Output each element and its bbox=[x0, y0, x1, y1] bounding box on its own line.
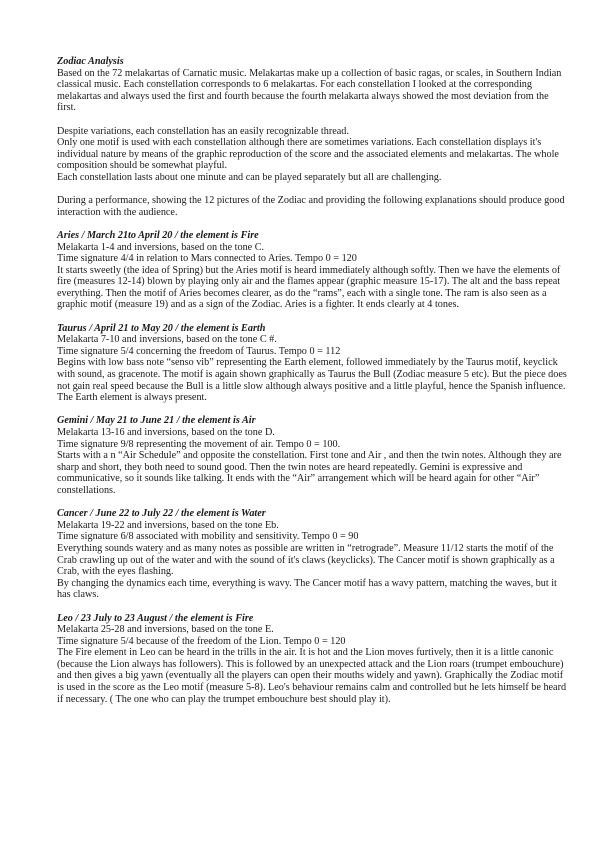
section-line: Time signature 5/4 because of the freedom of the Lion. Tempo 0 = 120 bbox=[57, 635, 346, 647]
section-line: Melakarta 7-10 and inversions, based on the tone C #. bbox=[57, 334, 277, 346]
section-gemini bbox=[57, 415, 567, 496]
section-taurus bbox=[57, 323, 567, 404]
section-heading: Taurus / April 21 to May 20 / the element is Earth bbox=[57, 322, 266, 334]
document-page bbox=[57, 56, 567, 717]
section-heading: Gemini / May 21 to June 21 / the element is Air bbox=[57, 415, 256, 427]
section-line: The Fire element in Leo can be heard in the trills in the air. It is hot and the Lion moves furtively, then it is a little canonic (because the Lion always has followers). This is followed by an unexpected attack and the Lion roars (trumpet embouchure) and then gives a big yawn (eventually all the players can open their mouths widely and yawn). Graphically the Zodiac motif is used in the score as the Leo motif (measure 5-8). Leo's behaviour remains calm and controlled but he lets himself be heard if necessary. ( The one who can play the trumpet embouchure best should play it). bbox=[57, 647, 567, 705]
performance-paragraph: During a performance, showing the 12 pictures of the Zodiac and providing the following explanations should produce good interaction with the audience. bbox=[57, 195, 565, 218]
document-title: Zodiac Analysis bbox=[57, 56, 124, 67]
thread-line: Each constellation lasts about one minute and can be played separately but all are challenging. bbox=[57, 171, 442, 183]
section-heading: Leo / 23 July to 23 August / the element is Fire bbox=[57, 612, 254, 624]
section-leo bbox=[57, 613, 567, 706]
section-line: Time signature 9/8 representing the movement of air. Tempo 0 = 100. bbox=[57, 438, 341, 450]
section-line: Melakarta 13-16 and inversions, based on the tone D. bbox=[57, 427, 275, 438]
section-line: Melakarta 25-28 and inversions, based on the tone E. bbox=[57, 624, 274, 636]
section-line: Melakarta 1-4 and inversions, based on the tone C. bbox=[57, 241, 265, 253]
section-line: By changing the dynamics each time, everything is wavy. The Cancer motif has a wavy pattern, matching the waves, but it has claws. bbox=[57, 577, 557, 601]
section-line: Melakarta 19-22 and inversions, based on the tone Eb. bbox=[57, 519, 279, 531]
section-line: Begins with low bass note “senso vib” representing the Earth element, followed immediately by the Taurus motif, keyclick with sound, as gracenote. The motif is again shown graphically as Taurus the Bull (Zodiac measure 5 etc). But the piece does not gain real speed because the Bull is a little slow although always positive and a little playful, hence the Spanish influence. The Earth element is always present. bbox=[57, 357, 567, 404]
section-line: It starts sweetly (the idea of Spring) but the Aries motif is heard immediately although softly. Then we have the elements of fire (measures 12-14) blown by playing only air and the flames appear (graphic measure 15-17). The alt and the bass repeat everything. Then the motif of Aries becomes clearer, as do the “rams”, each with a single tone. The ram is also seen as a graphic motif (measure 19) and as a sign of the Zodiac. Aries is a fighter. It ends clearly at 4 tones. bbox=[57, 264, 561, 311]
thread-line: Despite variations, each constellation has an easily recognizable thread. bbox=[57, 125, 349, 137]
section-heading: Aries / March 21to April 20 / the element is Fire bbox=[57, 229, 259, 241]
section-line: Time signature 5/4 concerning the freedom of Taurus. Tempo 0 = 112 bbox=[57, 345, 341, 357]
section-line: Time signature 6/8 associated with mobility and sensitivity. Tempo 0 = 90 bbox=[57, 531, 359, 543]
section-cancer bbox=[57, 508, 567, 601]
section-heading: Cancer / June 22 to July 22 / the element is Water bbox=[57, 508, 266, 520]
section-line: Everything sounds watery and as many notes as possible are written in “retrograde”. Measure 11/12 starts the motif of the Crab crawling up out of the water and with the sound of it's claws (keyclicks). The Cancer motif is shown graphically as a Crab, with the eyes flashing. bbox=[57, 542, 555, 578]
thread-line: Only one motif is used with each constellation although there are sometimes variations. Each constellation displays it's individual nature by means of the graphic reproduction of the score and the associated elements and melakartas. The whole composition should be somewhat playful. bbox=[57, 137, 559, 172]
section-line: Starts with a n “Air Schedule” and opposite the constellation. First tone and Air , and then the twin notes. Although they are sharp and short, they both need to sound good. Then the twin notes are heard repeatedly. Gemini is expressive and communicative, so it sounds like talking. It ends with the “Air” arrangement which will be heard again for other “Air” constellations. bbox=[57, 450, 562, 496]
section-aries bbox=[57, 230, 567, 311]
section-line: Time signature 4/4 in relation to Mars connected to Aries. Tempo 0 = 120 bbox=[57, 253, 357, 265]
intro-paragraph: Based on the 72 melakartas of Carnatic music. Melakartas make up a collection of basic ragas, or scales, in Southern Indian classical music. Each constellation corresponds to 6 melakartas. For each constellation I looked at the corresponding melakartas and always used the first and fourth because the fourth melakarta always showed the most deviation from the first. bbox=[57, 67, 562, 114]
